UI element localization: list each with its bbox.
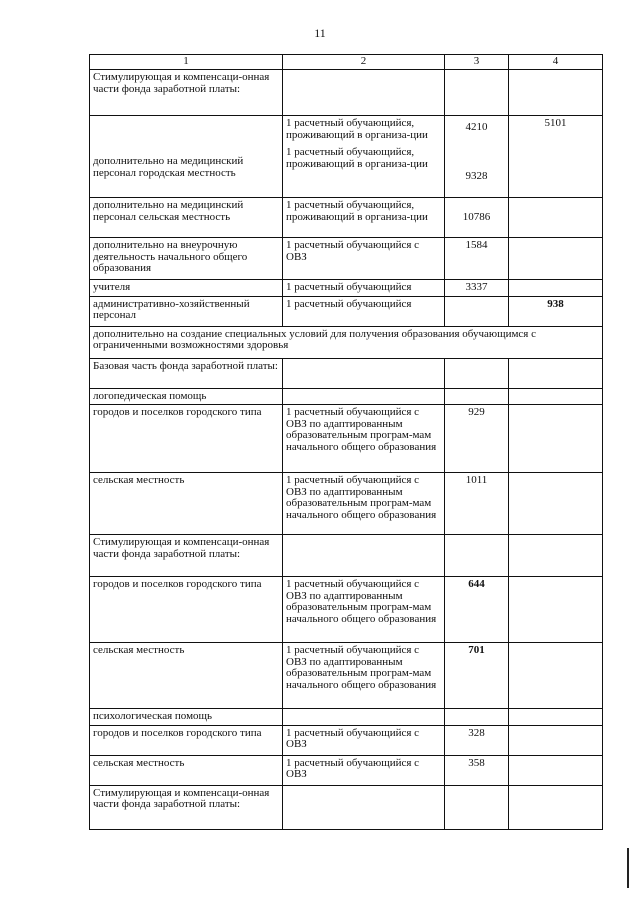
cell-value bbox=[445, 535, 509, 577]
cell-value: 328 bbox=[445, 725, 509, 755]
table-row bbox=[90, 198, 603, 238]
cell-value: 929 bbox=[445, 405, 509, 473]
cell-total bbox=[509, 238, 603, 280]
scan-edge-mark bbox=[627, 848, 629, 888]
cell-total bbox=[509, 405, 603, 473]
page-number: 11 bbox=[314, 26, 326, 40]
cell-description: городов и поселков городского типа bbox=[90, 405, 283, 473]
cell-unit bbox=[283, 785, 445, 829]
cell-value bbox=[445, 358, 509, 388]
cell-description: Стимулирующая и компенсаци-онная части фонда заработной платы: bbox=[90, 785, 283, 829]
cell-description bbox=[90, 116, 283, 198]
cell-text: 1 расчетный обучающийся, проживающий в организа-ции bbox=[286, 146, 428, 170]
cell-description: дополнительно на внеурочную деятельность начального общего образования bbox=[90, 238, 283, 280]
cell-description: Стимулирующая и компенсаци-онная части фонда заработной платы: bbox=[90, 535, 283, 577]
cell-unit bbox=[283, 358, 445, 388]
table-row bbox=[90, 388, 603, 405]
cell-value bbox=[445, 709, 509, 726]
table-row bbox=[90, 238, 603, 280]
cell-total bbox=[509, 755, 603, 785]
cell-total bbox=[509, 577, 603, 643]
cell-value: 358 bbox=[445, 755, 509, 785]
cell-description: сельская местность bbox=[90, 755, 283, 785]
cell-value bbox=[445, 785, 509, 829]
cell-total bbox=[509, 785, 603, 829]
cell-unit: 1 расчетный обучающийся с ОВЗ по адаптированным образовательным програм-мам начального общего образования bbox=[283, 577, 445, 643]
table-row bbox=[90, 326, 603, 358]
cell-unit bbox=[283, 535, 445, 577]
cell-value bbox=[445, 388, 509, 405]
cell-total bbox=[509, 709, 603, 726]
cell-unit: 1 расчетный обучающийся, проживающий в организа-ции bbox=[283, 198, 445, 238]
cell-description: административно-хозяйственный персонал bbox=[90, 296, 283, 326]
budget-table bbox=[89, 54, 603, 830]
cell-value: 1584 bbox=[445, 238, 509, 280]
cell-total bbox=[509, 70, 603, 116]
table-row bbox=[90, 725, 603, 755]
table-header-row bbox=[90, 55, 603, 70]
section-heading: дополнительно на создание специальных условий для получения образования обучающимся с ограниченными возможностями здоровья bbox=[90, 326, 603, 358]
cell-total: 5101 bbox=[509, 116, 603, 198]
header-cell-2: 2 bbox=[283, 55, 445, 70]
cell-total bbox=[509, 198, 603, 238]
cell-unit: 1 расчетный обучающийся с ОВЗ bbox=[283, 755, 445, 785]
cell-value: 10786 bbox=[445, 198, 509, 238]
cell-unit: 1 расчетный обучающийся с ОВЗ по адаптированным образовательным програм-мам начального общего образования bbox=[283, 473, 445, 535]
cell-total: 938 bbox=[509, 296, 603, 326]
cell-description: логопедическая помощь bbox=[90, 388, 283, 405]
table-row bbox=[90, 785, 603, 829]
cell-value bbox=[445, 296, 509, 326]
cell-unit: 1 расчетный обучающийся с ОВЗ по адаптированным образовательным програм-мам начального общего образования bbox=[283, 643, 445, 709]
cell-value bbox=[445, 116, 509, 198]
cell-description: учителя bbox=[90, 280, 283, 297]
cell-total bbox=[509, 643, 603, 709]
cell-total bbox=[509, 535, 603, 577]
cell-total bbox=[509, 358, 603, 388]
cell-description: психологическая помощь bbox=[90, 709, 283, 726]
cell-value: 3337 bbox=[445, 280, 509, 297]
table-row bbox=[90, 70, 603, 116]
cell-unit bbox=[283, 70, 445, 116]
cell-total bbox=[509, 280, 603, 297]
table-row bbox=[90, 405, 603, 473]
header-cell-4: 4 bbox=[509, 55, 603, 70]
cell-unit: 1 расчетный обучающийся с ОВЗ bbox=[283, 238, 445, 280]
cell-description: Стимулирующая и компенсаци-онная части фонда заработной платы: bbox=[90, 70, 283, 116]
table-row bbox=[90, 296, 603, 326]
cell-total bbox=[509, 725, 603, 755]
cell-text: 4210 bbox=[465, 121, 488, 133]
cell-total bbox=[509, 473, 603, 535]
cell-description: сельская местность bbox=[90, 643, 283, 709]
cell-total bbox=[509, 388, 603, 405]
table-row bbox=[90, 116, 603, 198]
header-cell-1: 1 bbox=[90, 55, 283, 70]
cell-unit bbox=[283, 388, 445, 405]
cell-unit bbox=[283, 709, 445, 726]
cell-description: Базовая часть фонда заработной платы: bbox=[90, 358, 283, 388]
cell-text: 9328 bbox=[465, 169, 488, 182]
table-row bbox=[90, 535, 603, 577]
header-cell-3: 3 bbox=[445, 55, 509, 70]
cell-text: дополнительно на медицинский персонал городская местность bbox=[93, 155, 244, 179]
cell-description: сельская местность bbox=[90, 473, 283, 535]
cell-description: городов и поселков городского типа bbox=[90, 725, 283, 755]
cell-value bbox=[445, 70, 509, 116]
cell-unit: 1 расчетный обучающийся bbox=[283, 280, 445, 297]
cell-value: 1011 bbox=[445, 473, 509, 535]
table-row bbox=[90, 280, 603, 297]
table-row bbox=[90, 709, 603, 726]
cell-value: 644 bbox=[445, 577, 509, 643]
table-row bbox=[90, 473, 603, 535]
cell-text: 1 расчетный обучающийся, проживающий в организа-ции bbox=[286, 117, 428, 141]
table-row bbox=[90, 755, 603, 785]
cell-unit: 1 расчетный обучающийся с ОВЗ bbox=[283, 725, 445, 755]
cell-unit: 1 расчетный обучающийся с ОВЗ по адаптированным образовательным програм-мам начального общего образования bbox=[283, 405, 445, 473]
table-row bbox=[90, 577, 603, 643]
cell-description: городов и поселков городского типа bbox=[90, 577, 283, 643]
table-row bbox=[90, 358, 603, 388]
cell-unit bbox=[283, 116, 445, 198]
table-row bbox=[90, 643, 603, 709]
cell-value: 701 bbox=[445, 643, 509, 709]
cell-unit: 1 расчетный обучающийся bbox=[283, 296, 445, 326]
cell-description: дополнительно на медицинский персонал сельская местность bbox=[90, 198, 283, 238]
